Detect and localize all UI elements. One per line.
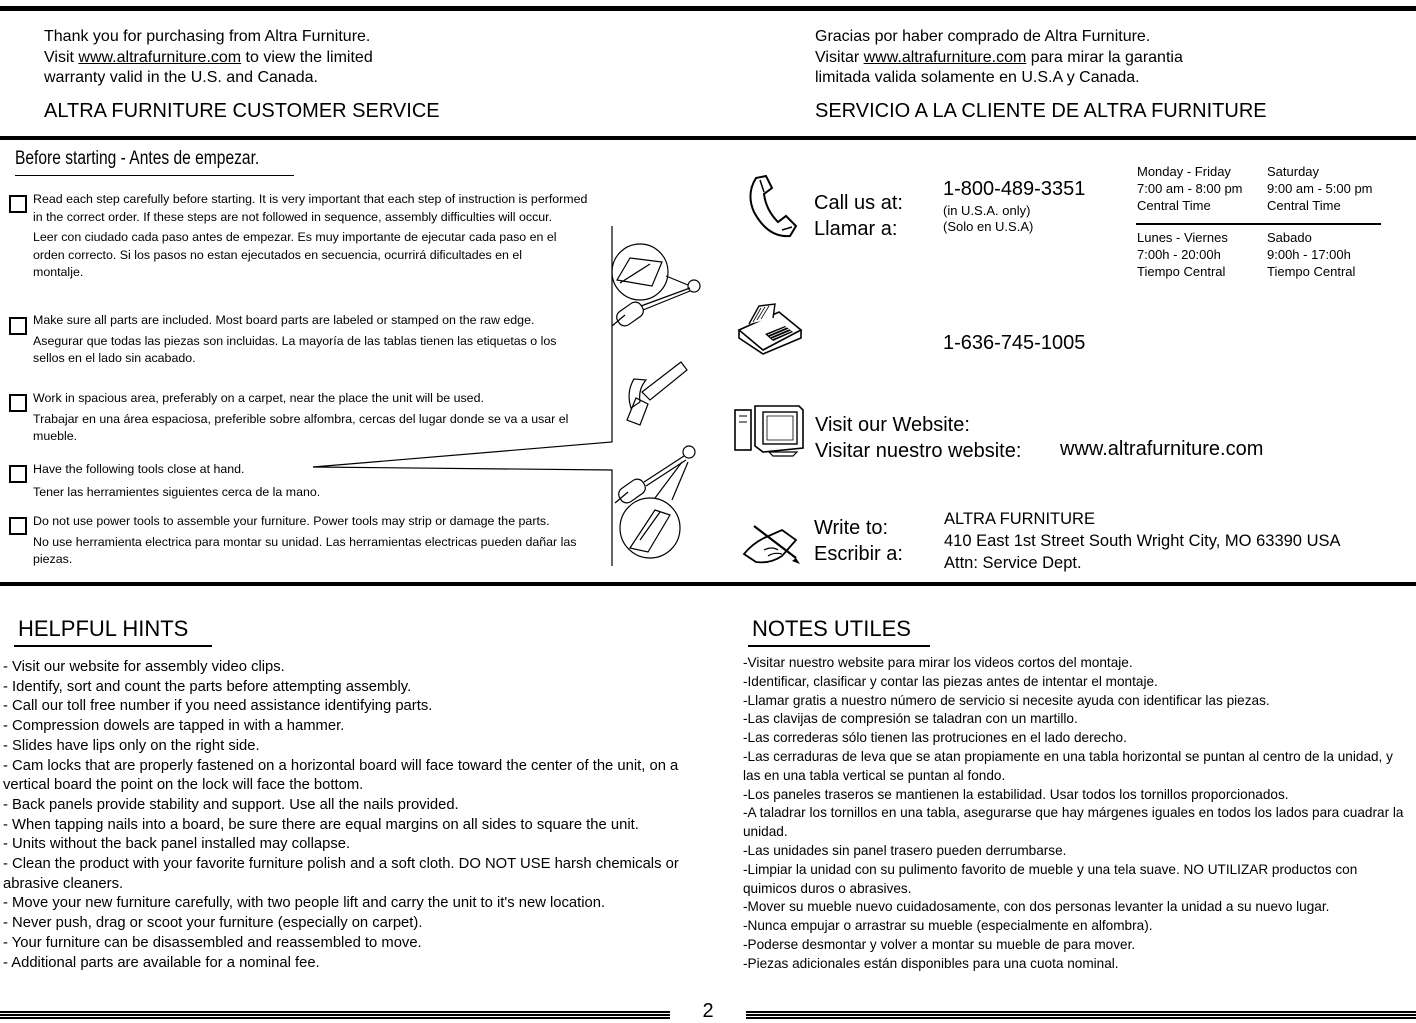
hours-saturday-es-tz: Tiempo Central bbox=[1267, 264, 1356, 279]
phone-note-en: (in U.S.A. only) bbox=[943, 203, 1031, 218]
header-es-thanks: Gracias por haber comprado de Altra Furniture. bbox=[815, 28, 1151, 45]
hours-saturday-es-days: Sabado bbox=[1267, 230, 1312, 245]
call-label bbox=[814, 190, 903, 242]
hint-item: - Never push, drag or scoot your furniture (especially on carpet). bbox=[3, 915, 423, 932]
flat-screwdriver-icon bbox=[615, 446, 695, 506]
phone-note-es: (Solo en U.S.A) bbox=[943, 219, 1034, 234]
helpful-hints-list bbox=[3, 658, 693, 973]
note-item: -Visitar nuestro website para mirar los videos cortos del montaje. bbox=[743, 655, 1133, 670]
website-link[interactable]: www.altrafurniture.com bbox=[78, 48, 242, 66]
notes-utiles-underline bbox=[748, 645, 930, 647]
note-item: -Identificar, clasificar y contar las piezas antes de intentar el montaje. bbox=[743, 673, 1158, 689]
hours-saturday-es bbox=[1267, 229, 1355, 280]
note-item: -Las clavijas de compresión se taladran con un martillo. bbox=[743, 711, 1078, 727]
hint-item: - Units without the back panel installed may collapse. bbox=[3, 836, 351, 853]
computer-icon bbox=[733, 402, 805, 458]
hours-weekday-es bbox=[1137, 229, 1228, 280]
note-item: -Llamar gratis a nuestro número de servicio si necesite ayuda con identificar las piezas. bbox=[743, 692, 1270, 708]
top-rule bbox=[0, 6, 1416, 11]
notes-utiles-list bbox=[743, 654, 1413, 974]
website-label-es: Visitar nuestro website: bbox=[815, 440, 1022, 462]
note-item: -Las correderas sólo tienen las protruciones en el lado derecho. bbox=[743, 730, 1127, 746]
step-3-es: Trabajar en una área espaciosa, preferible sobre alfombra, cercas del lugar donde se va a usar el mueble. bbox=[33, 411, 569, 443]
header-rule bbox=[0, 136, 1416, 140]
phone-note bbox=[943, 203, 1033, 235]
helpful-hints-title: HELPFUL HINTS bbox=[18, 616, 189, 641]
note-item: -Mover su mueble nuevo cuidadosamente, con dos personas levanter la unidad a su nuevo lugar. bbox=[743, 899, 1330, 915]
address-line-2: 410 East 1st Street South Wright City, MO 63390 USA bbox=[944, 532, 1341, 550]
footer-bar-left bbox=[0, 1011, 670, 1020]
hint-item: - Back panels provide stability and support. Use all the nails provided. bbox=[3, 796, 459, 813]
header-es-visit-prefix: Visitar bbox=[815, 48, 864, 66]
note-item: -Poderse desmontar y volver a montar su mueble de para mover. bbox=[743, 936, 1136, 952]
note-item: -Limpiar la unidad con su pulimento favorito de mueble y una tela suave. NO UTILIZAR productos con quimicos duros o abrasives. bbox=[743, 861, 1358, 896]
call-label-es: Llamar a: bbox=[814, 218, 898, 240]
phone-number[interactable]: 1-800-489-3351 bbox=[943, 178, 1086, 200]
note-item: -Las cerraduras de leva que se atan propiamente en una tabla horizontal se puntan al centro de la unidad, y las en una tabla vertical se puntan al fondo. bbox=[743, 748, 1393, 783]
header-en-warranty: warranty valid in the U.S. and Canada. bbox=[44, 69, 318, 86]
header-en-visit bbox=[44, 48, 564, 69]
footer-bar-right bbox=[746, 1011, 1416, 1020]
step-4-es: Tener las herramientes siguientes cerca de la mano. bbox=[33, 484, 321, 499]
step-4-en: Have the following tools close at hand. bbox=[33, 462, 245, 476]
header-en-visit-prefix: Visit bbox=[44, 48, 79, 66]
hint-item: - Compression dowels are tapped in with a hammer. bbox=[3, 718, 345, 735]
checkbox[interactable] bbox=[9, 465, 27, 483]
phillips-bit-detail-icon bbox=[612, 244, 668, 300]
checkbox[interactable] bbox=[9, 195, 27, 213]
hours-saturday-en-tz: Central Time bbox=[1267, 198, 1341, 213]
header-es-warranty: limitada valida solamente en U.S.A y Canada. bbox=[815, 69, 1140, 86]
address-line-3: Attn: Service Dept. bbox=[944, 554, 1082, 572]
hint-item: - Visit our website for assembly video clips. bbox=[3, 659, 285, 675]
before-starting-title: Before starting - Antes de empezar. bbox=[15, 148, 260, 169]
hint-item: - Slides have lips only on the right side. bbox=[3, 737, 260, 754]
note-item: -Nunca empujar o arrastrar su mueble (especialmente en alfombra). bbox=[743, 918, 1153, 934]
write-label-es: Escribir a: bbox=[814, 543, 903, 565]
header-en-thanks: Thank you for purchasing from Altra Furniture. bbox=[44, 28, 371, 45]
hint-item: - Cam locks that are properly fastened on a horizontal board will face toward the center of the unit, on a vertical board the point on the lock will face the bottom. bbox=[3, 757, 679, 794]
step-5-en: Do not use power tools to assemble your furniture. Power tools may strip or damage the parts. bbox=[33, 514, 550, 528]
notes-utiles-title: NOTES UTILES bbox=[752, 616, 911, 641]
fax-number[interactable]: 1-636-745-1005 bbox=[943, 332, 1086, 354]
checkbox[interactable] bbox=[9, 394, 27, 412]
fax-icon bbox=[735, 300, 805, 355]
header-en bbox=[44, 27, 564, 89]
hint-item: - Additional parts are available for a nominal fee. bbox=[3, 954, 320, 971]
website-url[interactable]: www.altrafurniture.com bbox=[1060, 438, 1264, 460]
hammer-icon bbox=[627, 362, 687, 425]
step-5-es: No use herramienta electrica para montar su unidad. Las herramientas electricas pueden dañar las piezas. bbox=[33, 534, 577, 566]
call-label-en: Call us at: bbox=[814, 192, 903, 214]
website-label-en: Visit our Website: bbox=[815, 414, 970, 436]
hours-weekday-es-days: Lunes - Viernes bbox=[1137, 230, 1228, 245]
header-es-visit-suffix: para mirar la garantia bbox=[1026, 48, 1183, 66]
hours-weekday-en-days: Monday - Friday bbox=[1137, 164, 1231, 179]
before-starting-underline bbox=[15, 175, 294, 176]
note-item: -Las unidades sin panel trasero pueden derrumbarse. bbox=[743, 842, 1067, 858]
hours-weekday-en-time: 7:00 am - 8:00 pm bbox=[1137, 181, 1243, 196]
step-3-en: Work in spacious area, preferably on a carpet, near the place the unit will be used. bbox=[33, 391, 484, 405]
middle-rule bbox=[0, 582, 1416, 586]
note-item: -A taladrar los tornillos en una tabla, asegurarse que hay márgenes iguales en todos los lados para cuadrar la unidad. bbox=[743, 805, 1404, 840]
tools-illustration bbox=[300, 225, 720, 570]
checkbox[interactable] bbox=[9, 517, 27, 535]
hours-weekday-en bbox=[1137, 163, 1243, 214]
mailing-address bbox=[944, 508, 1341, 574]
header-en-visit-suffix: to view the limited bbox=[241, 48, 373, 66]
note-item: -Los paneles traseros se mantienen la estabilidad. Usar todos los tornillos proporcionados. bbox=[743, 786, 1289, 802]
hours-weekday-en-tz: Central Time bbox=[1137, 198, 1211, 213]
header-es-visit bbox=[815, 48, 1375, 69]
hours-weekday-es-tz: Tiempo Central bbox=[1137, 264, 1226, 279]
page-number: 2 bbox=[702, 1000, 714, 1022]
hours-saturday-en-time: 9:00 am - 5:00 pm bbox=[1267, 181, 1373, 196]
hint-item: - Call our toll free number if you need assistance identifying parts. bbox=[3, 698, 433, 715]
write-label bbox=[814, 515, 903, 567]
hours-weekday-es-time: 7:00h - 20:00h bbox=[1137, 247, 1221, 262]
header-es bbox=[815, 27, 1375, 89]
checkbox[interactable] bbox=[9, 317, 27, 335]
hint-item: - Move your new furniture carefully, with two people lift and carry the unit to it's new location. bbox=[3, 895, 606, 912]
website-link-es[interactable]: www.altrafurniture.com bbox=[863, 48, 1027, 66]
servicio-title: SERVICIO A LA CLIENTE DE ALTRA FURNITURE bbox=[815, 100, 1267, 122]
hint-item: - When tapping nails into a board, be sure there are equal margins on all sides to square the unit. bbox=[3, 816, 639, 833]
step-1-en: Read each step carefully before starting. It is very important that each step of instruction is performed in the correct order. If these steps are not followed in sequence, assembly difficulties will occur. bbox=[33, 192, 588, 224]
hint-item: - Clean the product with your favorite furniture polish and a soft cloth. DO NOT USE harsh chemicals or abrasive cleaners. bbox=[3, 856, 679, 892]
customer-service-title: ALTRA FURNITURE CUSTOMER SERVICE bbox=[44, 100, 440, 122]
hours-saturday-en bbox=[1267, 163, 1373, 214]
address-line-1: ALTRA FURNITURE bbox=[944, 510, 1095, 528]
writing-hand-icon bbox=[742, 520, 804, 568]
phone-icon bbox=[742, 172, 802, 242]
hours-saturday-es-time: 9:00h - 17:00h bbox=[1267, 247, 1351, 262]
step-2-es: Asegurar que todas las piezas son incluidas. La mayoría de las tablas tienen las etiquetas o los sellos en el lado sin acabado. bbox=[33, 333, 557, 365]
hours-divider bbox=[1136, 223, 1381, 225]
hint-item: - Your furniture can be disassembled and reassembled to move. bbox=[3, 934, 422, 951]
write-label-en: Write to: bbox=[814, 517, 889, 539]
step-1-es: Leer con ciudado cada paso antes de empezar. Es muy importante de ejecutar cada paso en el orden correcto. Si los pasos no estan ejecutados en secuencia, ocurrirá dificultades en el montalje. bbox=[33, 230, 557, 279]
step-2-en: Make sure all parts are included. Most board parts are labeled or stamped on the raw edge. bbox=[33, 313, 535, 327]
note-item: -Piezas adicionales están disponibles para una cuota nominal. bbox=[743, 955, 1119, 971]
hint-item: - Identify, sort and count the parts before attempting assembly. bbox=[3, 678, 412, 695]
website-label bbox=[815, 412, 1021, 464]
hours-saturday-en-days: Saturday bbox=[1267, 164, 1320, 179]
helpful-hints-underline bbox=[14, 645, 212, 647]
